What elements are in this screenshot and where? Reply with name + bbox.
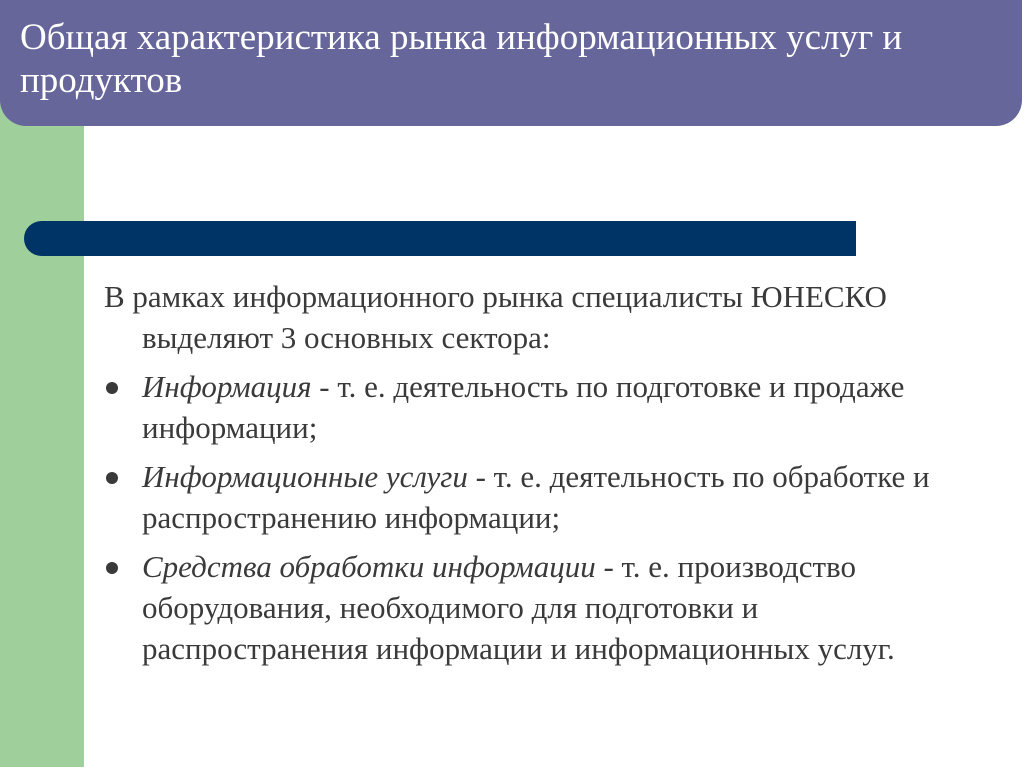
sector-term: Информация <box>142 369 312 404</box>
title-bar <box>0 0 1022 126</box>
list-item <box>104 456 984 538</box>
sector-description: - т. е. деятельность по обработке и распространению информации; <box>142 459 930 535</box>
bullet-dot-icon <box>106 382 118 394</box>
bullet-dot-icon <box>106 562 118 574</box>
list-item <box>104 546 984 669</box>
sector-description: - т. е. деятельность по подготовке и продаже информации; <box>142 369 905 445</box>
intro-paragraph: В рамках информационного рынка специалисты ЮНЕСКО выделяют 3 основных сектора: <box>104 279 887 355</box>
sector-term: Информационные услуги <box>142 459 468 494</box>
slide-content <box>104 276 984 677</box>
sector-description: - т. е. производство оборудования, необходимого для подготовки и распространения информации и информационных услуг. <box>142 549 895 666</box>
slide-title: Общая характеристика рынка информационных услуг и продуктов <box>20 17 903 101</box>
sector-list <box>104 366 984 669</box>
list-item <box>104 366 984 448</box>
divider-bar <box>24 221 856 256</box>
bullet-dot-icon <box>106 472 118 484</box>
sector-term: Средства обработки информации <box>142 549 596 584</box>
